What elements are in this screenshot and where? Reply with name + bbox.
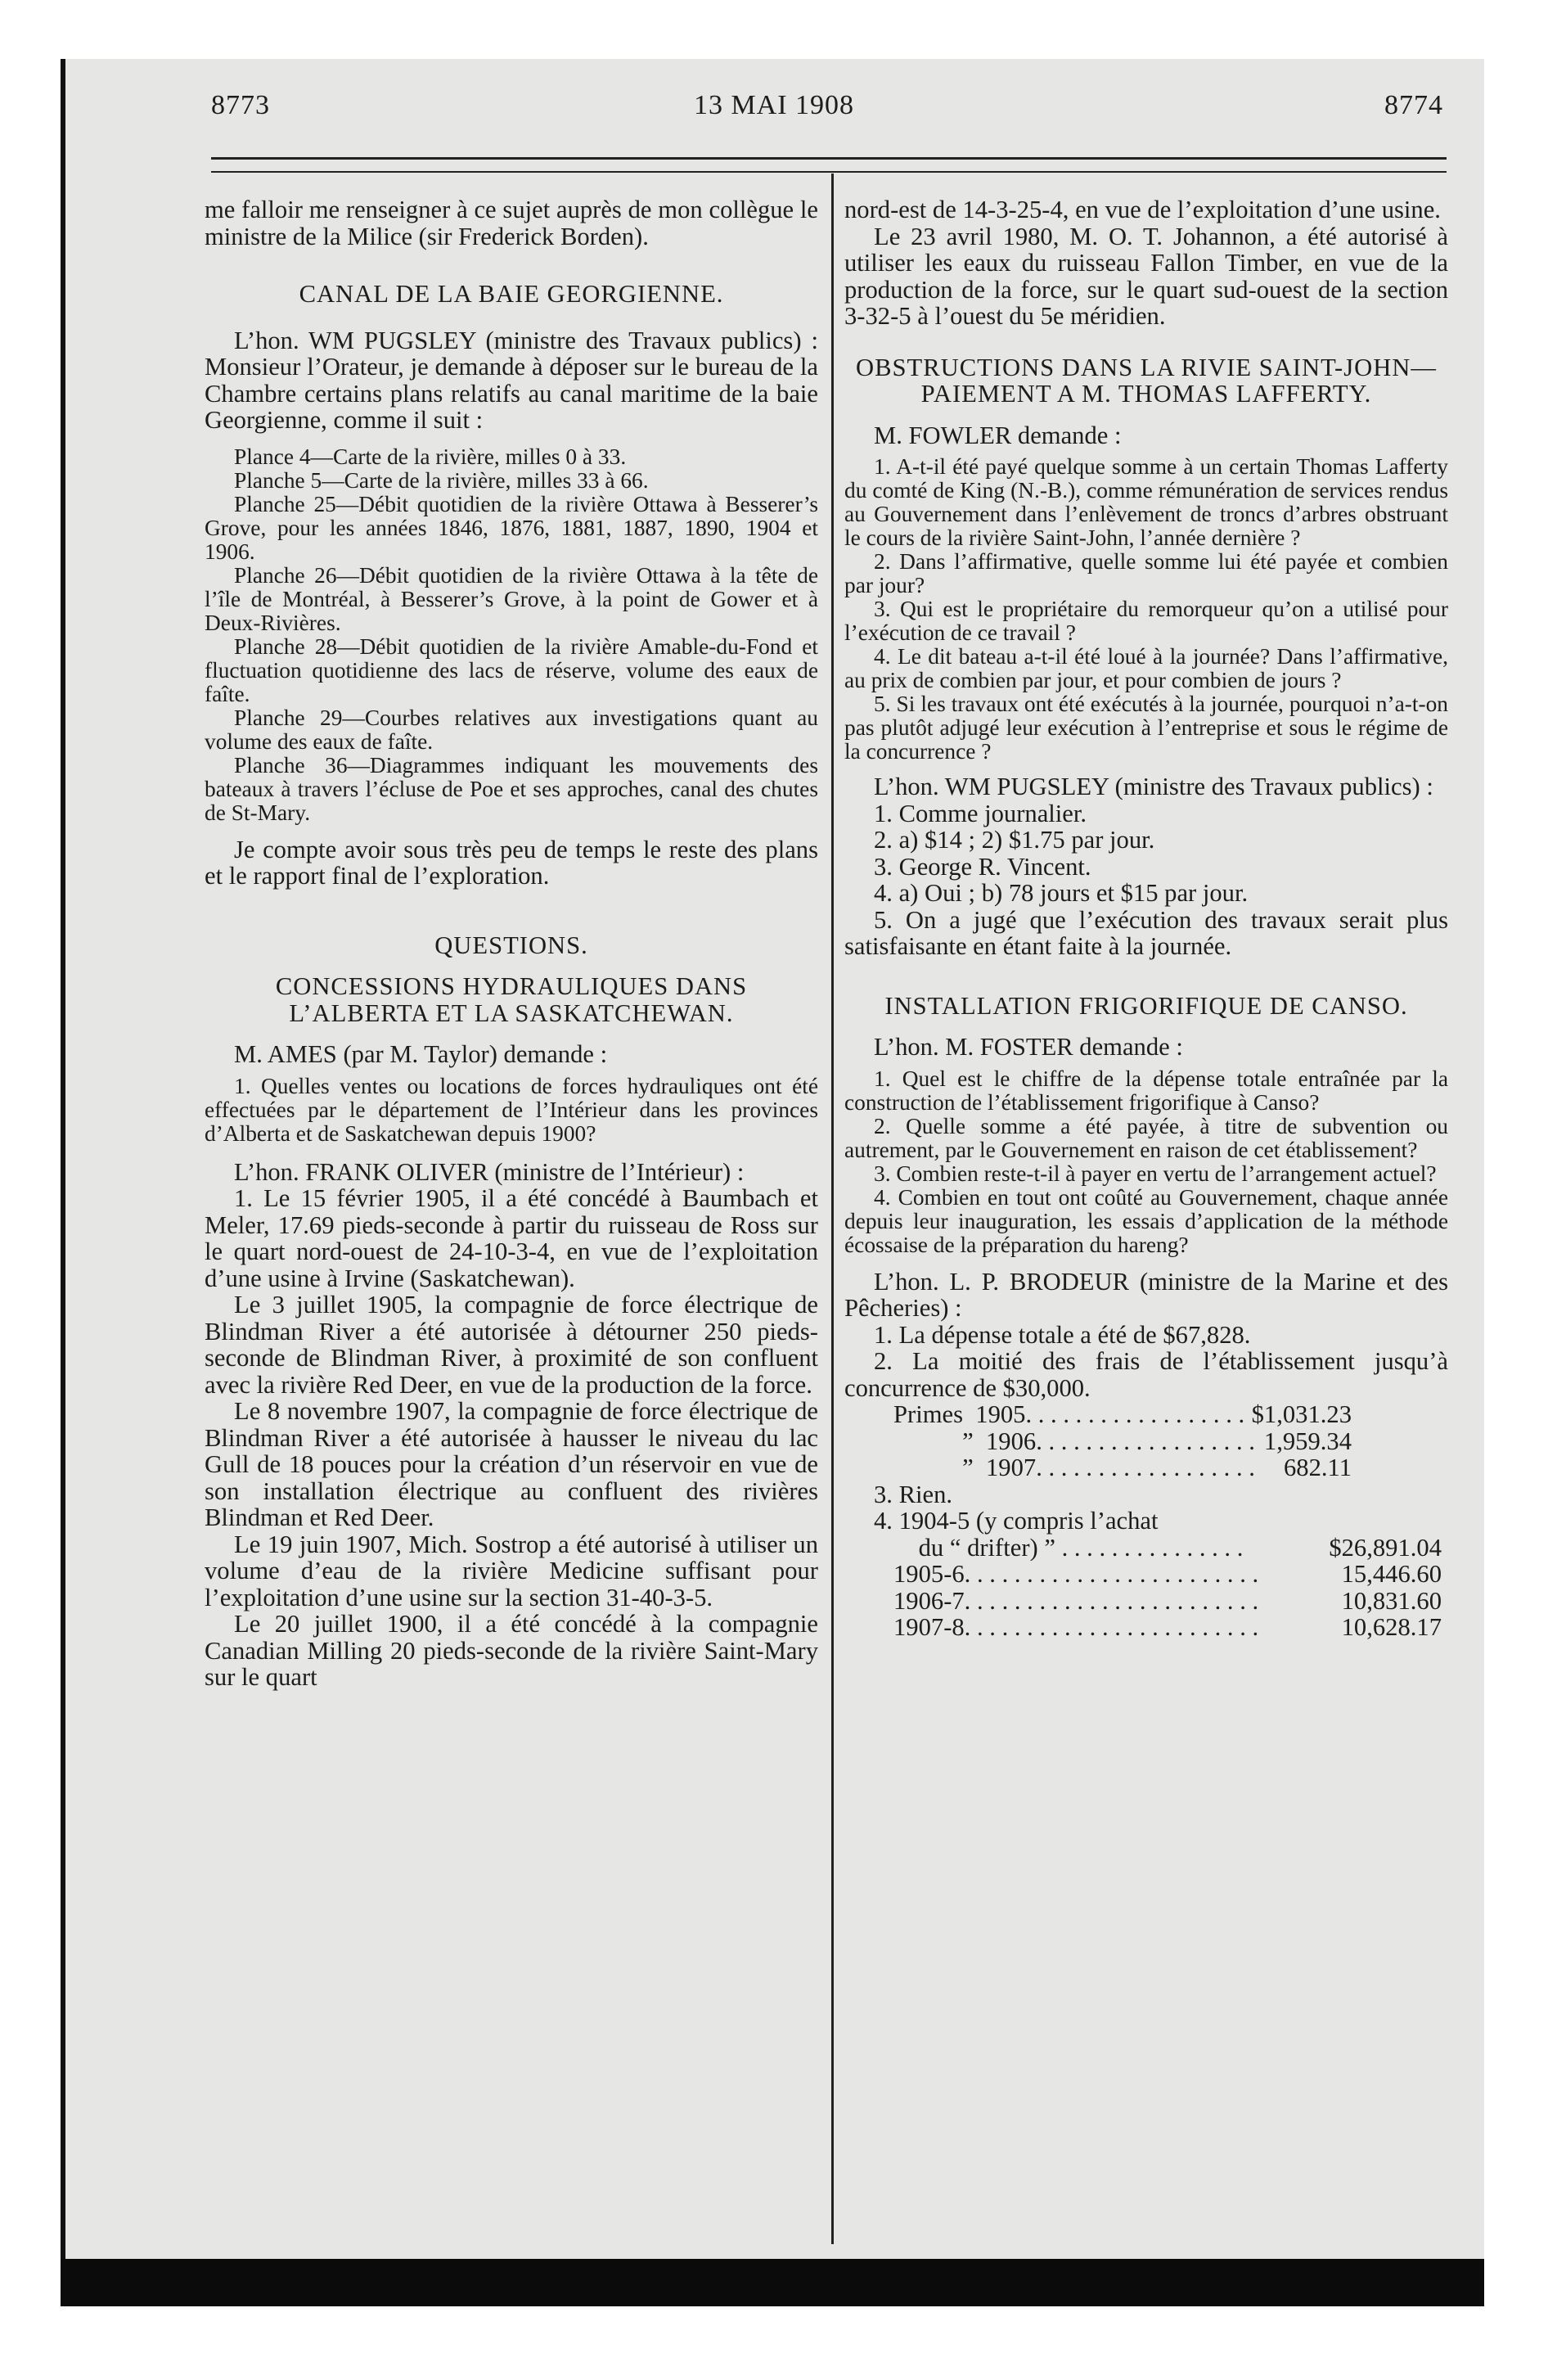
paragraph: 2. La moitié des frais de l’établissement jusqu’à concurrence de $30,000. bbox=[844, 1347, 1448, 1402]
paragraph: L’hon. M. FOSTER demande : bbox=[874, 1033, 1183, 1061]
page-date: 13 MAI 1908 bbox=[693, 90, 855, 120]
list-item: 1. Quel est le chiffre de la dépense totale entraînée par la construction de l’établissement frigorifique à Canso? bbox=[844, 1066, 1448, 1115]
paragraph: Je compte avoir sous très peu de temps le reste des plans et le rapport final de l’exploration. bbox=[205, 835, 818, 890]
paragraph: Le 23 avril 1980, M. O. T. Johannon, a été autorisé à utiliser les eaux du ruisseau Fallon Timber, en vue de la production de la force, sur le quart sud-ouest de la section 3-32-5 à l’ouest du 5e méridien. bbox=[844, 222, 1448, 330]
page-number-right: 8774 bbox=[1384, 90, 1443, 120]
table-row: 1906-7. . . . . . . . . . . . . . . . . . . . . . . . 10,831.60 bbox=[893, 1586, 1442, 1615]
list-item: Planche 26—Débit quotidien de la rivière Ottawa à la tête de l’île de Montréal, à Besserer’s Grove, à la point de Gower et à Deux-Rivières. bbox=[205, 562, 818, 635]
paragraph: L’hon. WM PUGSLEY (ministre des Travaux publics) : bbox=[874, 773, 1433, 800]
list-item: 3. Combien reste-t-il à payer en vertu de l’arrangement actuel? bbox=[874, 1161, 1437, 1186]
table-row: ” 1906. . . . . . . . . . . . . . . . . . 1,959.34 bbox=[893, 1427, 1352, 1455]
section-heading: CONCESSIONS HYDRAULIQUES DANS L’ALBERTA ET LA SASKATCHEWAN. bbox=[275, 972, 748, 1027]
section-heading: INSTALLATION FRIGORIFIQUE DE CANSO. bbox=[884, 991, 1408, 1020]
list-item: 1. Quelles ventes ou locations de forces hydrauliques ont été effectuées par le département de l’Intérieur dans les provinces d’Alberta et de Saskatchewan depuis 1900? bbox=[205, 1073, 818, 1146]
paragraph: Le 8 novembre 1907, la compagnie de force électrique de Blindman River a été autorisée à hausser le niveau du lac Gull de 18 pouces pour la création d’un réservoir en vue de son installation électrique au confluent des rivières Blindman et Red Deer. bbox=[205, 1397, 818, 1531]
right-column bbox=[844, 196, 1448, 1641]
section-heading: CANAL DE LA BAIE GEORGIENNE. bbox=[299, 280, 724, 308]
costs-table bbox=[893, 1535, 1442, 1641]
table-row: ” 1907. . . . . . . . . . . . . . . . . . 682.11 bbox=[893, 1454, 1352, 1481]
paragraph: M. FOWLER demande : bbox=[874, 421, 1122, 449]
section-heading: QUESTIONS. bbox=[434, 931, 588, 959]
left-column bbox=[205, 196, 818, 1691]
paragraph: 3. Rien. bbox=[874, 1480, 953, 1508]
paragraph: Le 3 juillet 1905, la compagnie de force électrique de Blindman River a été autorisée à détourner 250 pieds-seconde de Blindman River, à proximité de son confluent avec la rivière Red Deer, en vue de la production de la force. bbox=[205, 1291, 818, 1399]
list-item: Planche 29—Courbes relatives aux investigations quant au volume des eaux de faîte. bbox=[205, 705, 818, 754]
table-row: 1907-8. . . . . . . . . . . . . . . . . . . . . . . . 10,628.17 bbox=[893, 1613, 1442, 1641]
paragraph: Le 19 juin 1907, Mich. Sostrop a été autorisé à utiliser un volume d’eau de la rivière Medicine suffisant pour l’exploitation d’une usine sur la section 31-40-3-5. bbox=[205, 1530, 818, 1611]
list-item: 2. Dans l’affirmative, quelle somme lui été payée et combien par jour? bbox=[844, 549, 1448, 597]
paragraph: 5. On a jugé que l’exécution des travaux serait plus satisfaisante en étant faite à la journée. bbox=[844, 905, 1448, 960]
paragraph: L’hon. L. P. BRODEUR (ministre de la Marine et des Pêcheries) : bbox=[844, 1267, 1448, 1322]
list-item: Planche 36—Diagrammes indiquant les mouvements des bateaux à travers l’écluse de Poe et ses approches, canal des chutes de St-Mary. bbox=[205, 752, 818, 825]
question-list bbox=[205, 1075, 818, 1146]
question-list bbox=[844, 1067, 1448, 1257]
page-edge bbox=[61, 59, 65, 2269]
primes-table bbox=[893, 1401, 1352, 1481]
paragraph: L’hon. FRANK OLIVER (ministre de l’Intérieur) : bbox=[234, 1157, 745, 1186]
list-item: 4. Combien en tout ont coûté au Gouvernement, chaque année depuis leur inauguration, les essais d’application de la méthode écossaise de la préparation du hareng? bbox=[844, 1184, 1448, 1257]
paragraph: 4. a) Oui ; b) 78 jours et $15 par jour. bbox=[874, 879, 1249, 907]
paragraph: me falloir me renseigner à ce sujet auprès de mon collègue le ministre de la Milice (sir Frederick Borden). bbox=[205, 196, 818, 250]
table-row: du “ drifter) ” . . . . . . . . . . . . . . . $26,891.04 bbox=[893, 1533, 1442, 1562]
paragraph: 4. 1904-5 (y compris l’achat bbox=[874, 1507, 1159, 1535]
header-rule bbox=[211, 157, 1447, 173]
list-item: 1. A-t-il été payé quelque somme à un certain Thomas Lafferty du comté de King (N.-B.), comme rémunération de services rendus au Gouvernement dans l’enlèvement de troncs d’arbres obstruant le cours de la rivière Saint-John, l’année dernière ? bbox=[844, 454, 1448, 550]
table-row: Primes 1905. . . . . . . . . . . . . . . . . . $1,031.23 bbox=[893, 1400, 1352, 1428]
plan-list bbox=[205, 445, 818, 825]
question-list bbox=[844, 455, 1448, 764]
section-heading: OBSTRUCTIONS DANS LA RIVIE SAINT-JOHN—PAIEMENT A M. THOMAS LAFFERTY. bbox=[856, 353, 1437, 408]
paragraph: 1. Le 15 février 1905, il a été concédé à Baumbach et Meler, 17.69 pieds-seconde à partir du ruisseau de Ross sur le quart nord-ouest de 24-10-3-4, en vue de l’exploitation d’une usine à Irvine (Saskatchewan). bbox=[205, 1184, 818, 1292]
paragraph: M. AMES (par M. Taylor) demande : bbox=[234, 1040, 608, 1068]
list-item: Planche 5—Carte de la rivière, milles 33 à 66. bbox=[234, 467, 649, 493]
page-number-left: 8773 bbox=[211, 90, 270, 120]
list-item: Planche 25—Débit quotidien de la rivière Ottawa à Besserer’s Grove, pour les années 1846, 1876, 1881, 1887, 1890, 1904 et 1906. bbox=[205, 491, 818, 564]
list-item: 2. Quelle somme a été payée, à titre de subvention ou autrement, par le Gouvernement en raison de cet établissement? bbox=[844, 1113, 1448, 1162]
table-row: 1905-6. . . . . . . . . . . . . . . . . . . . . . . . 15,446.60 bbox=[893, 1560, 1442, 1588]
scan-border bbox=[61, 2259, 1484, 2306]
paragraph: 3. George R. Vincent. bbox=[874, 852, 1091, 881]
paragraph: 1. La dépense totale a été de $67,828. bbox=[874, 1320, 1251, 1349]
list-item: 5. Si les travaux ont été exécutés à la journée, pourquoi n’a-t-on pas plutôt adjugé leur exécution à l’entreprise et sous le régime de la concurrence ? bbox=[844, 692, 1448, 764]
list-item: 3. Qui est le propriétaire du remorqueur qu’on a utilisé pour l’exécution de ce travail ? bbox=[844, 597, 1448, 645]
list-item: Plance 4—Carte de la rivière, milles 0 à 33. bbox=[234, 444, 627, 469]
paragraph: L’hon. WM PUGSLEY (ministre des Travaux publics) : Monsieur l’Orateur, je demande à déposer sur le bureau de la Chambre certains plans relatifs au canal maritime de la baie Georgienne, comme il suit : bbox=[205, 326, 818, 434]
paragraph: 2. a) $14 ; 2) $1.75 par jour. bbox=[874, 826, 1155, 854]
list-item: Planche 28—Débit quotidien de la rivière Amable-du-Fond et fluctuation quotidienne des lacs de réserve, volume des eaux de faîte. bbox=[205, 633, 818, 706]
list-item: 4. Le dit bateau a-t-il été loué à la journée? Dans l’affirmative, au prix de combien par jour, et pour combien de jours ? bbox=[844, 644, 1448, 692]
column-divider bbox=[831, 174, 834, 2244]
paragraph: nord-est de 14-3-25-4, en vue de l’exploitation d’une usine. bbox=[844, 196, 1441, 223]
paragraph: Le 20 juillet 1900, il a été concédé à la compagnie Canadian Milling 20 pieds-seconde de la rivière Saint-Mary sur le quart bbox=[205, 1610, 818, 1691]
paragraph: 1. Comme journalier. bbox=[874, 799, 1087, 827]
